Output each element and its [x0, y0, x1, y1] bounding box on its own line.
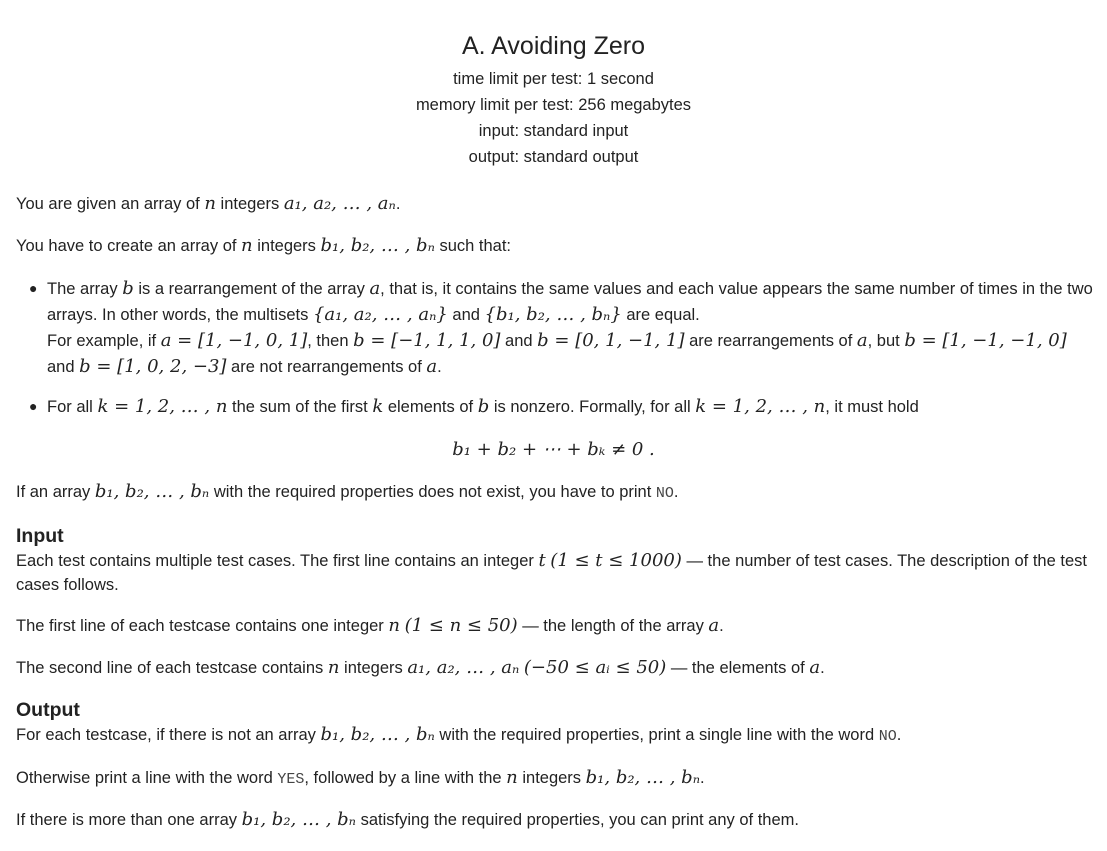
output-paragraph-1: For each testcase, if there is not an array b₁, b₂, … , bₙ with the required properties, print a single line with the word NO.: [16, 724, 902, 745]
input-heading: Input: [16, 525, 64, 547]
time-limit: time limit per test: 1 second: [453, 70, 654, 88]
input-paragraph-3: The second line of each testcase contains n integers a₁, a₂, … , aₙ (−50 ≤ aᵢ ≤ 50) — the elements of a.: [16, 657, 825, 678]
problem-header: [0, 30, 1107, 170]
statement-paragraph-1: You are given an array of n integers a₁, a₂, … , aₙ.: [16, 193, 401, 214]
condition-rearrangement: The array b is a rearrangement of the array a, that is, it contains the same values and each value appears the same number of times in the two arrays. In other words, the multisets {a₁, a₂, … , aₙ} and {b₁, b₂, … , bₙ} are equal. For example, if a = [1, −1, 0, 1], then b = [−1, 1, 1, 0] and b = [0, 1, −1, 1] are rearrangements of a, but b = [1, −1, −1, 0] and b = [1, 0, 2, −3] are not rearrangements of a.: [47, 278, 1093, 377]
output-paragraph-3: If there is more than one array b₁, b₂, … , bₙ satisfying the required properties, you can print any of them.: [16, 809, 799, 830]
output-paragraph-2: Otherwise print a line with the word YES, followed by a line with the n integers b₁, b₂, … , bₙ.: [16, 767, 705, 788]
output-heading: Output: [16, 699, 80, 721]
output-spec: output: standard output: [468, 148, 639, 166]
prefix-sum-formula: b₁ + b₂ + ⋯ + bₖ ≠ 0 .: [452, 439, 655, 460]
statement-paragraph-2: You have to create an array of n integers b₁, b₂, … , bₙ such that:: [16, 235, 512, 256]
condition-nonzero-prefix: For all k = 1, 2, … , n the sum of the first k elements of b is nonzero. Formally, for all k = 1, 2, … , n, it must hold: [47, 396, 919, 417]
bullet-dot: ●: [29, 280, 38, 296]
memory-limit: memory limit per test: 256 megabytes: [415, 96, 692, 114]
input-spec: input: standard input: [478, 122, 629, 140]
input-paragraph-1: Each test contains multiple test cases. The first line contains an integer t (1 ≤ t ≤ 1000) — the number of test cases. The description of the test cases follows.: [16, 550, 1087, 594]
problem-title: A. Avoiding Zero: [462, 32, 645, 60]
input-paragraph-2: The first line of each testcase contains one integer n (1 ≤ n ≤ 50) — the length of the array a.: [16, 615, 724, 636]
bullet-dot: ●: [29, 398, 38, 414]
statement-paragraph-3: If an array b₁, b₂, … , bₙ with the required properties does not exist, you have to print NO.: [16, 481, 679, 502]
